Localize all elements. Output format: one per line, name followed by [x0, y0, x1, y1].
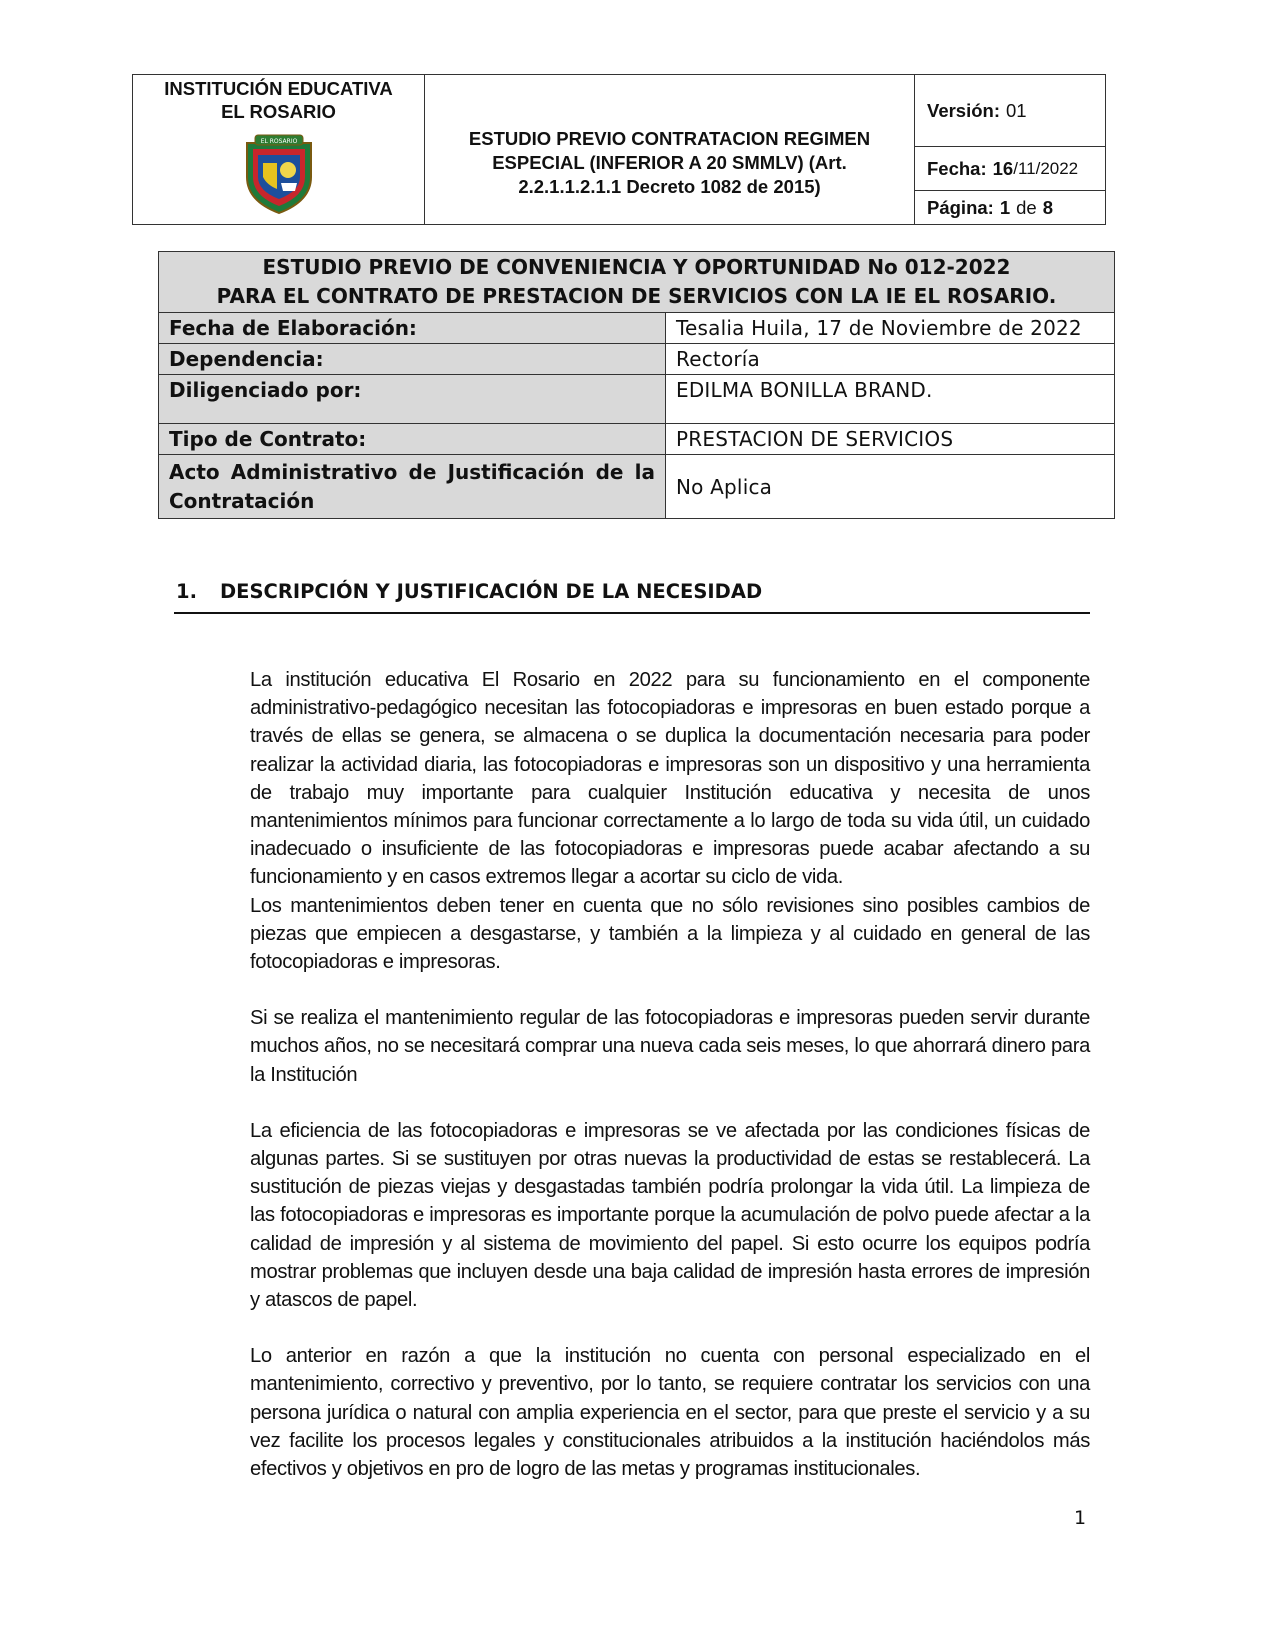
- row-value: PRESTACION DE SERVICIOS: [666, 424, 1115, 455]
- section-number: 1.: [176, 580, 197, 603]
- table-row: [159, 455, 1115, 519]
- paragraph: Los mantenimientos deben tener en cuenta que no sólo revisiones sino posibles cambios de piezas que empiecen a desgastarse, y también a la limpieza y al cuidado en general de las fotocopiadoras e impresoras.: [250, 894, 1090, 974]
- document-meta: [915, 75, 1105, 224]
- page-number: 1: [1074, 1507, 1087, 1529]
- institution-cell: [133, 75, 425, 224]
- paragraph: Lo anterior en razón a que la institución no cuenta con personal especializado en el mantenimiento, correctivo y preventivo, por lo tanto, se requiere contratar los servicios con una persona jurídica o natural con amplia experiencia en el sector, para que preste el servicio y a su vez facilite los procesos legales y constitucionales atribuidos a la institución haciéndolos más efectivos y objetivos en pro de logro de las metas y programas institucionales.: [250, 1345, 1090, 1481]
- study-info-table: [158, 251, 1115, 519]
- table-row: [159, 375, 1115, 424]
- paragraph: La eficiencia de las fotocopiadoras e impresoras se ve afectada por las condiciones físicas de algunas partes. Si se sustituyen por otras nuevas la productividad de estas se restablecerá. La sustitución de piezas viejas y desgastadas también podría prolongar la vida útil. La limpieza de las fotocopiadoras e impresoras es importante porque la acumulación de polvo puede afectar a la calidad de impresión y al sistema de movimiento del papel. Si esto ocurre los equipos podría mostrar problemas que incluyen desde una baja calidad de impresión hasta errores de impresión y atascos de papel.: [250, 1119, 1090, 1312]
- row-value: Rectoría: [666, 344, 1115, 375]
- table-row: [159, 424, 1115, 455]
- version-cell: Versión: 01: [915, 75, 1105, 147]
- document-header: [132, 74, 1106, 225]
- page-cell: Página: 1 de 8: [927, 196, 1053, 218]
- table-title-row: [159, 252, 1115, 313]
- school-shield-logo: [241, 133, 317, 215]
- document-title: ESTUDIO PREVIO CONTRATACION REGIMEN ESPECIAL (INFERIOR A 20 SMMLV) (Art. 2.2.1.1.2.1.1 Decreto 1082 de 2015): [425, 75, 915, 224]
- row-value: Tesalia Huila, 17 de Noviembre de 2022: [666, 313, 1115, 344]
- section-body: [250, 666, 1090, 1483]
- table-row: [159, 313, 1115, 344]
- row-label: Tipo de Contrato:: [159, 424, 666, 455]
- row-label: Acto Administrativo de Justificación de la Contratación: [159, 455, 666, 519]
- table-row: [159, 344, 1115, 375]
- table-title-line1: ESTUDIO PREVIO DE CONVENIENCIA Y OPORTUNIDAD No 012-2022: [262, 255, 1011, 279]
- date-cell: Fecha: 16 /11/2022: [915, 147, 1105, 191]
- paragraph: La institución educativa El Rosario en 2022 para su funcionamiento en el componente administrativo-pedagógico necesitan las fotocopiadoras e impresoras en buen estado porque a través de ellas se genera, se almacena o se duplica la documentación necesaria para poder realizar la actividad diaria, las fotocopiadoras e impresoras son un dispositivo y una herramienta de trabajo muy importante para cualquier Institución educativa y necesita de unos mantenimientos mínimos para funcionar correctamente a lo largo de toda su vida útil, un cuidado inadecuado o insuficiente de las fotocopiadoras e impresoras puede acabar afectando a su funcionamiento y en casos extremos llegar a acortar su ciclo de vida.: [250, 669, 1090, 889]
- institution-name: INSTITUCIÓN EDUCATIVA EL ROSARIO: [164, 78, 393, 122]
- row-label: Fecha de Elaboración:: [159, 313, 666, 344]
- section-heading: [174, 578, 1090, 614]
- section-title: DESCRIPCIÓN Y JUSTIFICACIÓN DE LA NECESIDAD: [220, 580, 763, 603]
- svg-text:EL ROSARIO: EL ROSARIO: [260, 138, 297, 145]
- row-value: No Aplica: [666, 455, 1115, 519]
- row-label: Diligenciado por:: [159, 375, 666, 424]
- row-value: EDILMA BONILLA BRAND.: [666, 375, 1115, 424]
- table-title-line2: PARA EL CONTRATO DE PRESTACION DE SERVICIOS CON LA IE EL ROSARIO.: [216, 284, 1057, 308]
- row-label: Dependencia:: [159, 344, 666, 375]
- paragraph: Si se realiza el mantenimiento regular de las fotocopiadoras e impresoras pueden servir durante muchos años, no se necesitará comprar una nueva cada seis meses, lo que ahorrará dinero para la Institución: [250, 1007, 1090, 1086]
